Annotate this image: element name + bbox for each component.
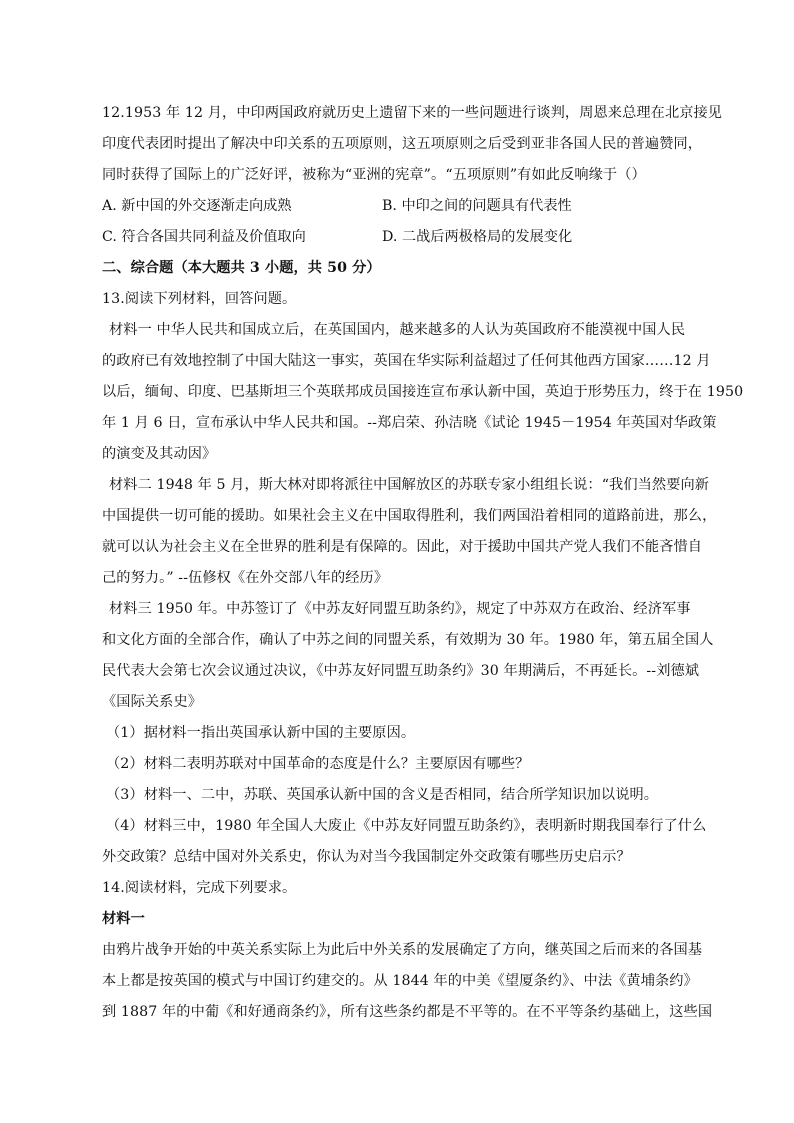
subquestion-1: （1）据材料一指出英国承认新中国的主要原因。	[106, 725, 416, 741]
question-12-line-3: 同时获得了国际上的广泛好评，被称为“亚洲的宪章”。“五项原则”有如此反响缘于（）	[102, 167, 646, 183]
material-1	[102, 315, 744, 470]
subquestion-4: （4）材料三中，1980 年全国人大废止《中苏友好同盟互助条约》，表明新时期我国奉行了什么	[106, 818, 707, 834]
question-14-intro: 14.阅读材料，完成下列要求。	[102, 880, 297, 896]
question-12-line-2: 印度代表团时提出了解决中印关系的五项原则，这五项原则之后受到亚非各国人民的普遍赞同，	[102, 136, 703, 152]
question-12	[102, 98, 723, 253]
question-13-subquestions	[102, 718, 706, 873]
material-3-line-1: 材料三 1950 年。中苏签订了《中苏友好同盟互助条约》，规定了中苏双方在政治、经济军事	[109, 601, 691, 617]
material-2-line-4: 己的努力。” --伍修权《在外交部八年的经历》	[102, 570, 389, 586]
option-a: A. 新中国的外交逐渐走向成熟	[102, 198, 292, 214]
q14-material-line-1: 由鸦片战争开始的中英关系实际上为此后中外关系的发展确定了方向，继英国之后而来的各国基	[102, 942, 703, 958]
question-14	[102, 873, 713, 1028]
material-1-line-5: 的演变及其动因》	[102, 446, 217, 462]
option-b: B. 中印之间的问题具有代表性	[382, 198, 572, 214]
document-page	[102, 98, 744, 1028]
option-d: D. 二战后两极格局的发展变化	[382, 229, 573, 245]
material-3-line-4: 《国际关系史》	[102, 694, 203, 710]
material-1-line-1: 材料一 中华人民共和国成立后，在英国国内，越来越多的人认为英国政府不能漠视中国人民	[109, 322, 686, 338]
material-2-line-3: 就可以认为社会主义在全世界的胜利是有保障的。因此，对于援助中国共产党人我们不能吝惜自	[102, 539, 703, 555]
material-1-line-4: 年 1 月 6 日，宣布承认中华人民共和国。--郑启荣、孙洁晓《试论 1945－1954 年英国对华政策	[102, 415, 717, 431]
material-2-line-1: 材料二 1948 年 5 月，斯大林对即将派往中国解放区的苏联专家小组组长说：“我们当然要向新	[109, 477, 710, 493]
question-13-intro: 13.阅读下列材料，回答问题。	[102, 291, 297, 307]
option-c: C. 符合各国共同利益及价值取向	[102, 229, 306, 245]
material-1-line-3: 以后，缅甸、印度、巴基斯坦三个英联邦成员国接连宣布承认新中国，英迫于形势压力，终于在 1950	[102, 384, 744, 400]
subquestion-4-cont: 外交政策？总结中国对外关系史，你认为对当今我国制定外交政策有哪些历史启示？	[102, 849, 631, 865]
material-3	[102, 594, 714, 718]
material-1-line-2: 的政府已有效地控制了中国大陆这一事实，英国在华实际利益超过了任何其他西方国家……12 月	[102, 353, 711, 369]
section-2-title: 二、综合题（本大题共 3 小题，共 50 分）	[102, 260, 381, 276]
q14-material-line-3: 到 1887 年的中葡《和好通商条约》，所有这些条约都是不平等的。在不平等条约基础上，这些国	[102, 1004, 713, 1020]
q14-material-line-2: 本上都是按英国的模式与中国订约建交的。从 1844 年的中美《望厦条约》、中法《黄埔条约》	[102, 973, 698, 989]
options-row-ab	[102, 191, 706, 222]
material-2-line-2: 中国提供一切可能的援助。如果社会主义在中国取得胜利，我们两国沿着相同的道路前进，那么，	[102, 508, 717, 524]
material-3-line-2: 和文化方面的全部合作，确认了中苏之间的同盟关系，有效期为 30 年。1980 年，第五届全国人	[102, 632, 714, 648]
subquestion-2: （2）材料二表明苏联对中国革命的态度是什么？主要原因有哪些？	[106, 756, 530, 772]
subquestion-3: （3）材料一、二中，苏联、英国承认新中国的含义是否相同，结合所学知识加以说明。	[106, 787, 659, 803]
material-label: 材料一	[102, 911, 145, 927]
question-13	[102, 284, 744, 873]
material-3-line-3: 民代表大会第七次会议通过决议，《中苏友好同盟互助条约》30 年期满后，不再延长。--刘德斌	[102, 663, 700, 679]
options-row-cd	[102, 222, 706, 253]
question-12-line-1: 12.1953 年 12 月，中印两国政府就历史上遗留下来的一些问题进行谈判，周恩来总理在北京接见	[102, 105, 723, 121]
material-2	[102, 470, 717, 594]
